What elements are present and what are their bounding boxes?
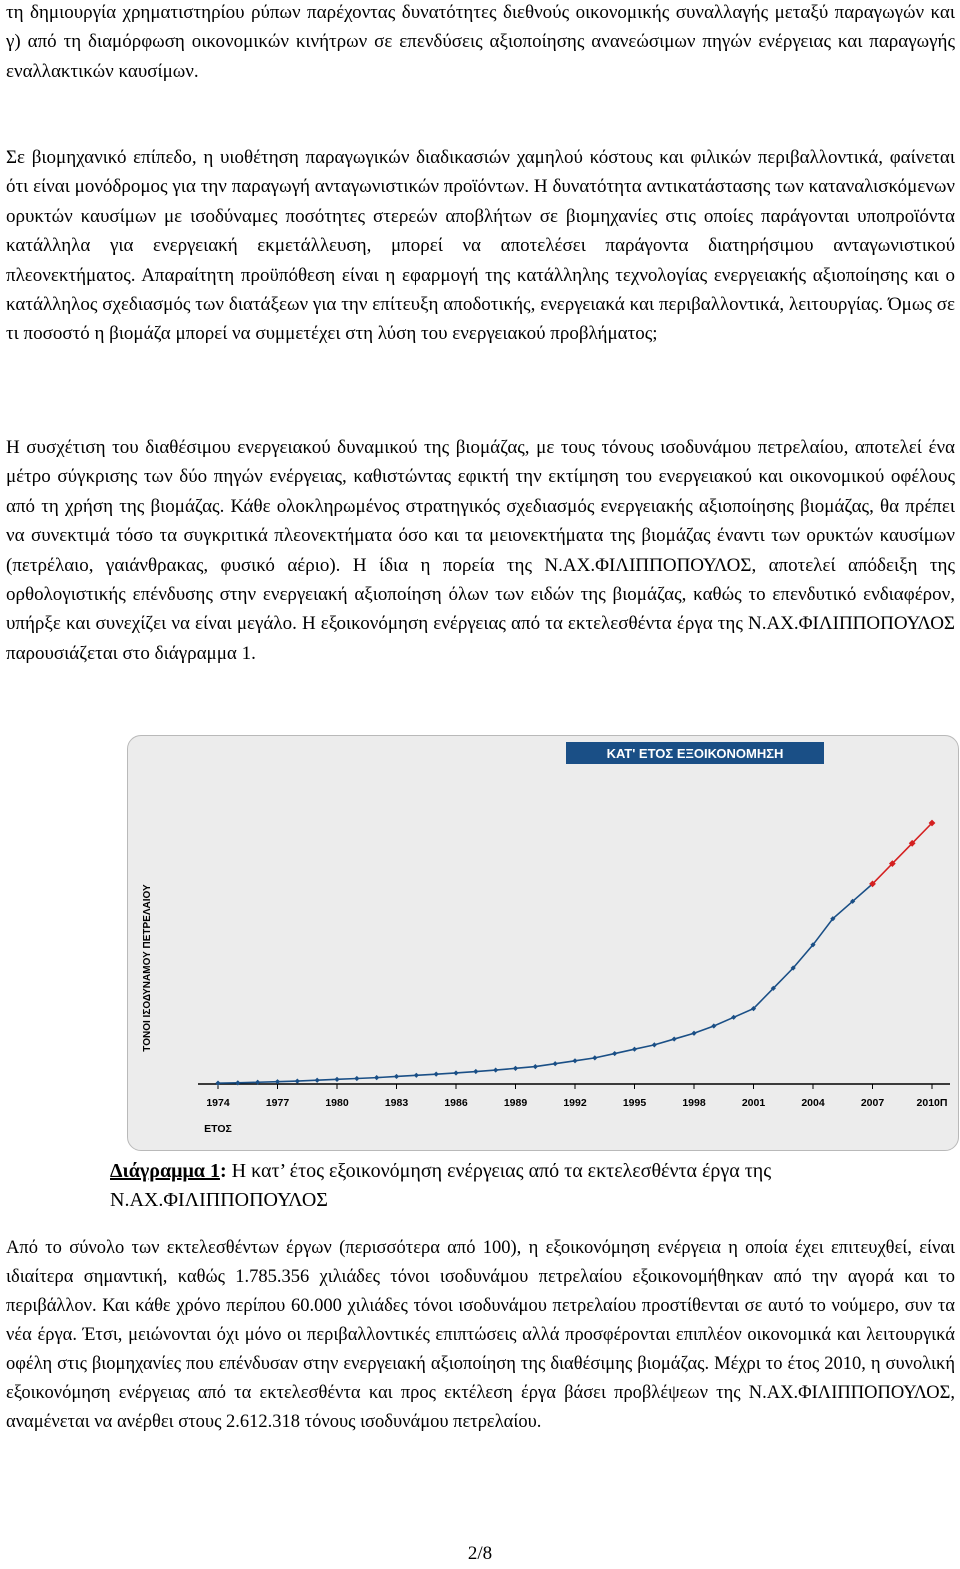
x-tick-label: 2010Π [916,1097,948,1109]
paragraph-3: Η συσχέτιση του διαθέσιμου ενεργειακού δυναμικού της βιομάζας, με τους τόνους ισοδυνάμου πετρελαίου, αποτελεί ένα μέτρο σύγκρισης των δύο πηγών ενέργειας, καθιστώντας εφικτή την εκτίμηση του ενεργειακού και οικονομικού οφέλους από τη χρήση της βιομάζας. Κάθε ολοκληρωμένος στρατηγικός σχεδιασμός ενεργειακής αξιοποίησης βιομάζας, θα πρέπει να συνεκτιμά τόσο τα συγκριτικά πλεονεκτήματα όσο και τα μειονεκτήματα της βιομάζας έναντι των ορυκτών καυσίμων (πετρέλαιο, γαιάνθρακας, φυσικό αέριο). Η ίδια η πορεία της Ν.ΑΧ.ΦΙΛΙΠΠΟΠΟΥΛΟΣ, αποτελεί απόδειξη της ορθολογιστικής επένδυσης στην ενεργειακή αξιοποίηση όλων των ειδών της βιομάζας, καθώς το επενδυτικό ενδιαφέρον, υπήρξε και συνεχίζει να είναι μεγάλο. Η εξοικονόμηση ενέργειας από τα εκτελεσθέντα έργα της Ν.ΑΧ.ΦΙΛΙΠΠΟΠΟΥΛΟΣ παρουσιάζεται στο διάγραμμα 1. [6,437,955,664]
x-tick-label: 2007 [860,1097,885,1109]
caption-label: Διάγραμμα 1 [110,1160,220,1182]
x-tick-label: 1989 [503,1097,528,1109]
data-point-actual [592,1055,597,1060]
data-point-actual [453,1070,458,1075]
series-points [215,820,935,1086]
figure-caption [110,1157,890,1215]
data-point-actual [632,1047,637,1052]
caption-text: Η κατ’ έτος εξοικονόμηση ενέργειας από τα εκτελεσθέντα έργα της Ν.ΑΧ.ΦΙΛΙΠΠΟΠΟΥΛΟΣ [110,1160,772,1211]
data-point-actual [434,1072,439,1077]
data-point-actual [612,1051,617,1056]
data-point-actual [295,1079,300,1084]
data-point-actual [394,1074,399,1079]
data-point-actual [354,1076,359,1081]
x-tick-label: 1986 [444,1097,468,1109]
chart-title-group [566,742,824,764]
series-line-forecast [873,823,933,884]
paragraph-2: Σε βιομηχανικό επίπεδο, η υιοθέτηση παραγωγικών διαδικασιών χαμηλού κόστους και φιλικών περιβαλλοντικά, φαίνεται ότι είναι μονόδρομος για την παραγωγή ανταγωνιστικών προϊόντων. Η δυνατότητα αντικατάστασης των καταναλισκόμενων ορυκτών καυσίμων με ισοδύναμες ποσότητες στερεών αποβλήτων σε βιομηχανίες στις οποίες παράγονται υποπροϊόντα κατάλληλα για ενεργειακή εκμετάλλευση, μπορεί να αποτελέσει παράγοντα διατηρήσιμου ανταγωνιστικού πλεονεκτήματος. Απαραίτητη προϋπόθεση είναι η εφαρμογή της κατάλληλης τεχνολογίας ενεργειακής αξιοποίησης και ο κατάλληλος σχεδιασμός των διατάξεων για την επίτευξη αποδοτικής, ενεργειακά και περιβαλλοντικά, λειτουργίας. Όμως σε τι ποσοστό η βιομάζα μπορεί να συμμετέχει στη λύση του ενεργειακού προβλήματος; [6,147,955,345]
data-point-actual [315,1078,320,1083]
energy-savings-chart [127,735,959,1151]
y-axis-label: ΤΟΝΟΙ ΙΣΟΔΥΝΑΜΟΥ ΠΕΤΡΕΛΑΙΟΥ [142,884,153,1052]
chart-canvas [128,736,958,1150]
data-point-actual [572,1058,577,1063]
x-tick-label: 1995 [622,1097,647,1109]
series-line-actual [218,884,873,1083]
caption-colon: : [219,1160,227,1182]
x-tick-label: 1980 [325,1097,349,1109]
data-point-actual [691,1031,696,1036]
data-point-actual [533,1064,538,1069]
x-tick-label: 1977 [265,1097,290,1109]
data-point-actual [414,1073,419,1078]
page-number: 2/8 [467,1543,493,1564]
x-axis-tick-labels [206,1097,947,1109]
chart-title: ΚΑΤ' ΕΤΟΣ ΕΞΟΙΚΟΝΟΜΗΣΗ [606,746,784,761]
x-tick-label: 2001 [741,1097,766,1109]
data-point-actual [493,1067,498,1072]
x-axis-label: ΕΤΟΣ [204,1123,232,1135]
paragraph-4: Από το σύνολο των εκτελεσθέντων έργων (περισσότερα από 100), η εξοικονόμηση ενέργεια η οποία έχει επιτευχθεί, είναι ιδιαίτερα σημαντική, καθώς 1.785.356 χιλιάδες τόνοι ισοδυνάμου πετρελαίου εξοικονομήθηκαν από την αγορά και το περιβάλλον. Και κάθε χρόνο περίπου 60.000 χιλιάδες τόνοι ισοδυνάμου πετρελαίου προστίθενται σε αυτό το νούμερο, συν τα νέα έργα. Έτσι, μειώνονται όχι μόνο οι περιβαλλοντικές επιπτώσεις αλλά προσφέρονται επιπλέον οικονομικά και λειτουργικά οφέλη στις βιομηχανίες που επένδυσαν στην ενεργειακή αξιοποίηση της διαθέσιμης βιομάζας. Μέχρι το έτος 2010, η συνολική εξοικονόμηση ενέργειας από τα εκτελεσθέντα και προς εκτέλεση έργα βάσει προβλέψεων της Ν.ΑΧ.ΦΙΛΙΠΠΟΠΟΥΛΟΣ, αναμένεται να ανέρθει στους 2.612.318 τόνους ισοδυνάμου πετρελαίου. [6,1238,955,1432]
data-point-actual [513,1066,518,1071]
data-point-actual [334,1077,339,1082]
x-tick-label: 1992 [563,1097,587,1109]
data-point-actual [731,1015,736,1020]
data-point-actual [473,1069,478,1074]
data-point-actual [672,1036,677,1041]
data-point-actual [652,1042,657,1047]
x-tick-label: 1983 [384,1097,409,1109]
x-tick-label: 1998 [682,1097,706,1109]
series-lines [218,823,932,1083]
x-tick-label: 2004 [801,1097,825,1109]
paragraph-1: τη δημιουργία χρηματιστηρίου ρύπων παρέχοντας δυνατότητες διεθνούς οικονομικής συναλλαγής μεταξύ παραγωγών και γ) από τη διαμόρφωση οικονομικών κινήτρων σε επενδύσεις αξιοποίησης ανανεώσιμων πηγών ενέργειας και παραγωγής εναλλακτικών καυσίμων. [6,2,955,82]
data-point-actual [553,1061,558,1066]
data-point-actual [374,1075,379,1080]
data-point-actual [215,1081,220,1086]
data-point-actual [711,1023,716,1028]
x-tick-label: 1974 [206,1097,230,1109]
